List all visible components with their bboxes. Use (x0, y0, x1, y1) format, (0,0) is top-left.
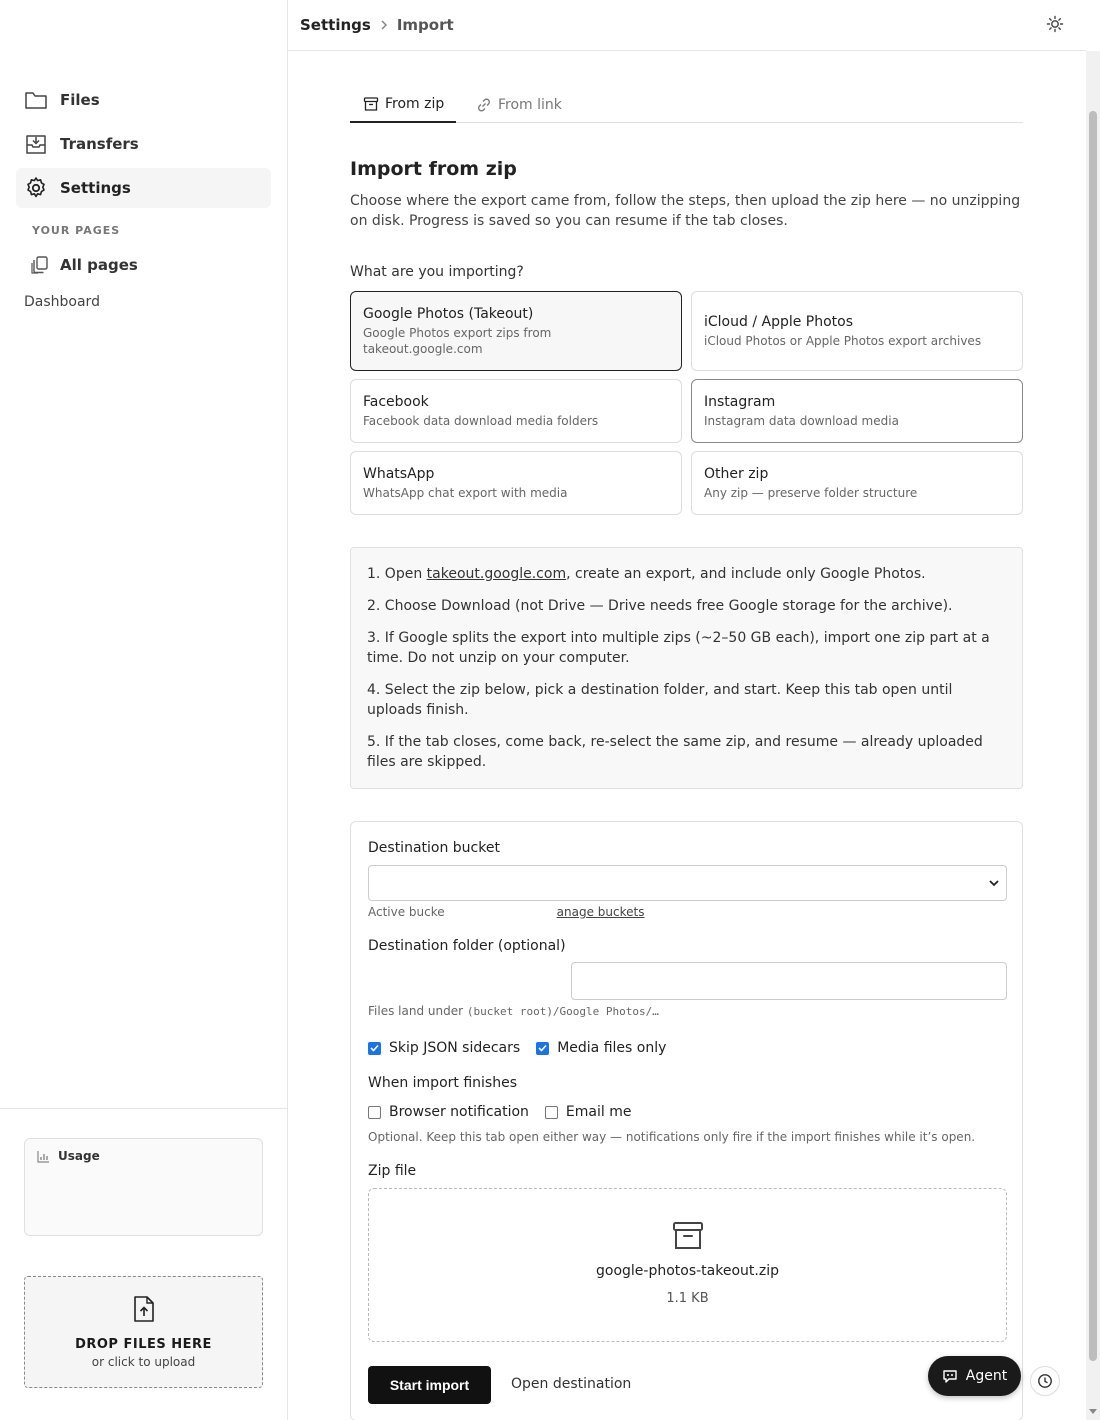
upload-drop-zone[interactable] (24, 1276, 263, 1388)
tab-label: From zip (385, 96, 445, 112)
source-other-zip[interactable] (691, 451, 1023, 515)
agent-button[interactable] (928, 1356, 1021, 1396)
chevron-right-icon (379, 19, 389, 31)
folder-label: Destination folder (optional) (368, 938, 566, 954)
zip-label: Zip file (368, 1163, 417, 1179)
source-whatsapp[interactable] (350, 451, 682, 515)
browser-notification-checkbox[interactable] (368, 1106, 381, 1119)
manage-buckets-link[interactable]: anage buckets (556, 905, 645, 919)
sun-icon[interactable] (1046, 15, 1066, 35)
skip-json-label: Skip JSON sidecars (389, 1040, 521, 1056)
history-button[interactable] (1030, 1366, 1060, 1396)
sidebar-item-label: Settings (60, 179, 131, 197)
step-5: 5. If the tab closes, come back, re-select the same zip, and resume — already uploaded files are skipped. (367, 734, 983, 770)
breadcrumb-current: Import (396, 16, 454, 34)
drop-subtitle: or click to upload (91, 1355, 196, 1369)
archive-icon (672, 1221, 704, 1251)
chat-bot-icon (942, 1368, 958, 1384)
source-name: Facebook (363, 393, 429, 410)
source-name: WhatsApp (363, 465, 435, 482)
sidebar (0, 0, 288, 1420)
step-1: 1. Open takeout.google.com, create an export, and include only Google Photos. (367, 566, 926, 582)
source-icloud[interactable] (691, 291, 1023, 371)
media-only-checkbox[interactable] (536, 1042, 549, 1055)
tab-label: From link (498, 97, 562, 113)
source-desc: Instagram data download media (704, 413, 899, 428)
sidebar-link-dashboard[interactable]: Dashboard (24, 294, 100, 310)
source-facebook[interactable] (350, 379, 682, 443)
download-tray-icon (24, 132, 48, 156)
bucket-label: Destination bucket (368, 840, 500, 856)
page-scrollbar[interactable] (1086, 51, 1100, 1420)
source-name: Instagram (704, 393, 776, 410)
source-desc: Any zip — preserve folder structure (704, 485, 918, 500)
step-2: 2. Choose Download (not Drive — Drive needs free Google storage for the archive). (367, 598, 953, 614)
import-form (350, 821, 1023, 1420)
source-desc: Facebook data download media folders (363, 413, 599, 428)
zip-file-name: google-photos-takeout.zip (596, 1263, 779, 1279)
page-title: Import from zip (350, 158, 517, 180)
source-question: What are you importing? (350, 264, 524, 280)
source-desc: WhatsApp chat export with media (363, 485, 568, 500)
sidebar-item-all-pages[interactable] (20, 245, 275, 285)
email-me-checkbox[interactable] (545, 1106, 558, 1119)
sidebar-item-label: Files (60, 91, 100, 109)
browser-notification-label: Browser notification (389, 1104, 529, 1120)
source-name: Other zip (704, 465, 769, 482)
scrollbar-thumb[interactable] (1089, 111, 1097, 1361)
import-tabs (350, 87, 1023, 123)
source-name: iCloud / Apple Photos (704, 313, 854, 330)
folder-icon (24, 88, 48, 112)
bucket-select[interactable] (368, 865, 1007, 901)
sidebar-item-settings[interactable] (16, 168, 271, 208)
zip-file-size: 1.1 KB (666, 1291, 709, 1306)
instruction-steps (350, 547, 1023, 789)
usage-card (24, 1138, 263, 1236)
bucket-hint: Active bucke anage buckets (368, 905, 645, 919)
scroll-down-arrow[interactable] (1089, 1409, 1097, 1414)
top-bar (288, 0, 1086, 51)
usage-title: Usage (58, 1149, 100, 1163)
tab-from-link[interactable] (474, 87, 562, 123)
tab-from-zip[interactable] (350, 87, 456, 123)
sidebar-item-label: All pages (60, 256, 138, 274)
open-destination-button[interactable]: Open destination (511, 1376, 632, 1392)
email-me-label: Email me (565, 1104, 632, 1120)
step-4: 4. Select the zip below, pick a destination folder, and start. Keep this tab open until uploads finish. (367, 682, 953, 718)
pages-icon (28, 253, 52, 277)
file-upload-icon (132, 1295, 156, 1323)
source-desc: Google Photos export zips from takeout.google.com (363, 325, 552, 356)
sidebar-item-transfers[interactable] (16, 124, 271, 164)
page-description: Choose where the export came from, follow the steps, then upload the zip here — no unzipping on disk. Progress is saved so you can resume if the tab closes. (350, 193, 1021, 229)
start-import-button[interactable]: Start import (368, 1366, 491, 1404)
filter-options (368, 1040, 682, 1056)
agent-label: Agent (965, 1368, 1008, 1384)
chevron-down-icon (988, 878, 1000, 888)
clock-icon (1037, 1373, 1053, 1389)
source-name: Google Photos (Takeout) (363, 305, 534, 322)
zip-file-picker[interactable] (368, 1188, 1007, 1342)
sidebar-divider (0, 1108, 287, 1109)
source-google-photos[interactable] (350, 291, 682, 371)
folder-hint: Files land under (bucket root)/Google Photos/… (368, 1004, 659, 1018)
section-heading: YOUR PAGES (32, 224, 121, 237)
destination-folder-input[interactable] (571, 962, 1007, 1000)
notify-hint: Optional. Keep this tab open either way — notifications only fire if the import finishes while it’s open. (368, 1130, 976, 1144)
drop-title: DROP FILES HERE (75, 1337, 212, 1352)
source-desc: iCloud Photos or Apple Photos export archives (704, 333, 982, 348)
skip-json-checkbox[interactable] (368, 1042, 381, 1055)
bar-chart-icon (37, 1150, 50, 1163)
takeout-link[interactable]: takeout.google.com (426, 566, 567, 582)
archive-icon (363, 96, 379, 112)
breadcrumb (300, 16, 454, 34)
link-icon (476, 97, 492, 113)
sidebar-item-files[interactable] (16, 80, 271, 120)
finish-label: When import finishes (368, 1075, 517, 1091)
source-instagram[interactable] (691, 379, 1023, 443)
media-only-label: Media files only (557, 1040, 667, 1056)
gear-icon (24, 176, 48, 200)
sidebar-item-label: Transfers (60, 135, 139, 153)
breadcrumb-settings[interactable]: Settings (300, 16, 371, 34)
step-3: 3. If Google splits the export into multiple zips (~2–50 GB each), import one zip part at a time. Do not unzip on your computer. (367, 630, 990, 666)
notify-options (368, 1104, 647, 1120)
